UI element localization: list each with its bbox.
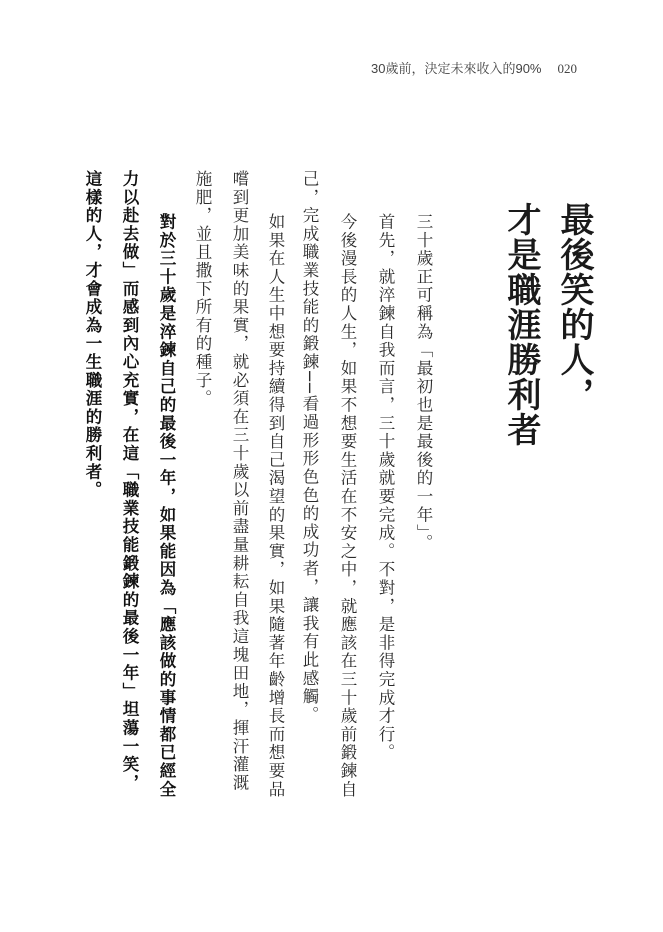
body-line-5: 如果在人生中想要持續得到自己渴望的果實，如果隨著年齡增長而想要品 bbox=[266, 213, 285, 799]
body-line-1: 三十歲正可稱為「最初也是最後的一年」。 bbox=[414, 213, 433, 553]
body-line-2: 首先，就淬鍊自我而言，三十歲就要完成。不對，是非得完成才行。 bbox=[376, 213, 395, 762]
chapter-title-line-2: 才是職涯勝利者 bbox=[501, 202, 541, 447]
body-line-4: 己，完成職業技能的鍛鍊──看過形形色色的成功者，讓我有此感觸。 bbox=[300, 170, 319, 725]
body-line-9-bold: 力以赴去做」而感到內心充實，在這「職業技能鍛鍊的最後一年」坦蕩一笑， bbox=[120, 170, 139, 793]
running-head bbox=[371, 58, 577, 77]
page-number: 020 bbox=[557, 61, 577, 76]
body-line-7: 施肥，並且撒下所有的種子。 bbox=[193, 170, 212, 408]
body-line-8-bold: 對於三十歲是淬鍊自己的最後一年，如果能因為「應該做的事情都已經全 bbox=[157, 213, 176, 799]
chapter-title-line-1: 最後笑的人， bbox=[554, 202, 594, 412]
running-head-book-title: 30歲前，決定未來收入的90% bbox=[371, 61, 542, 76]
body-line-6: 嚐到更加美味的果實，就必須在三十歲以前盡量耕耘自我這塊田地，揮汗灌溉 bbox=[230, 170, 249, 793]
body-line-3: 今後漫長的人生，如果不想要生活在不安之中，就應該在三十歲前鍛鍊自 bbox=[338, 213, 357, 799]
body-line-10-bold: 這樣的人，才會成為一生職涯的勝利者。 bbox=[83, 170, 102, 500]
